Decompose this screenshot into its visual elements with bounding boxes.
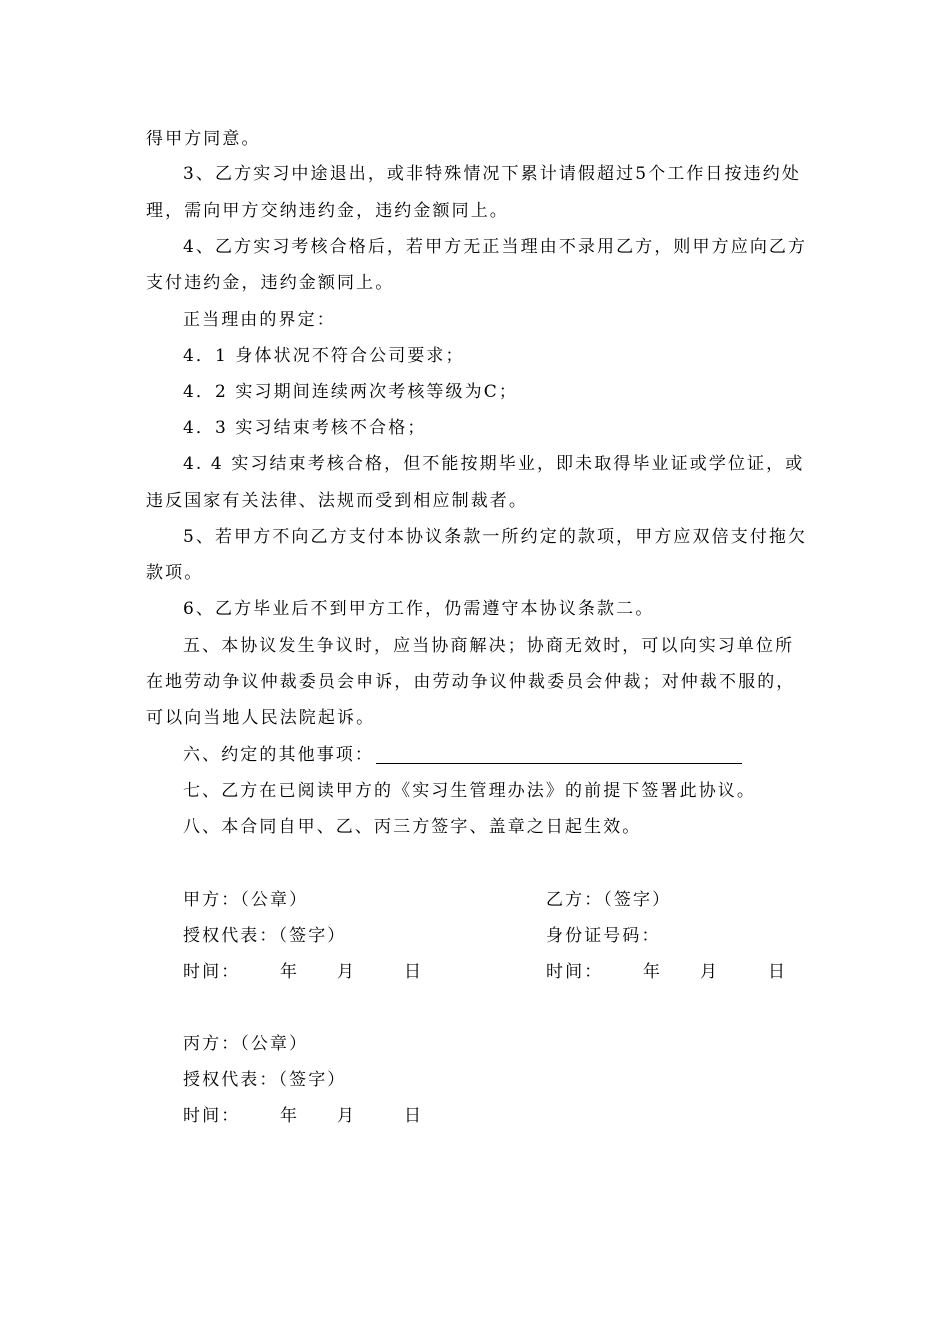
party-b-year: 年 bbox=[643, 962, 660, 982]
party-a-time: 时间： bbox=[183, 962, 241, 982]
party-a-year: 年 bbox=[280, 962, 297, 982]
party-c-label: 丙方：（公章） bbox=[183, 1034, 309, 1054]
party-b-time: 时间： bbox=[546, 962, 604, 982]
party-c-year: 年 bbox=[280, 1106, 297, 1126]
party-a-day: 日 bbox=[404, 962, 421, 982]
clause-3-line-2: 理，需向甲方交纳违约金，违约金额同上。 bbox=[146, 201, 509, 221]
party-c-month: 月 bbox=[337, 1106, 354, 1126]
reason-4-4-line-1: 4. 4 实习结束考核合格，但不能按期毕业，即未取得毕业证或学位证，或 bbox=[183, 454, 805, 474]
party-a-label: 甲方：（公章） bbox=[183, 890, 309, 910]
party-b-month: 月 bbox=[700, 962, 717, 982]
clause-4-line-1: 4、乙方实习考核合格后，若甲方无正当理由不录用乙方，则甲方应向乙方 bbox=[183, 237, 808, 257]
reason-4-1: 4．1 身体状况不符合公司要求； bbox=[183, 346, 465, 366]
clause-6: 6、乙方毕业后不到甲方工作，仍需遵守本协议条款二。 bbox=[183, 599, 655, 619]
section-8: 八、本合同自甲、乙、丙三方签字、盖章之日起生效。 bbox=[183, 817, 642, 837]
clause-5-line-2: 款项。 bbox=[146, 563, 204, 583]
reason-4-4-line-2: 违反国家有关法律、法规而受到相应制裁者。 bbox=[146, 491, 528, 511]
party-a-rep: 授权代表：（签字） bbox=[183, 926, 347, 946]
section-5-line-3: 可以向当地人民法院起诉。 bbox=[146, 708, 376, 728]
fill-in-blank-line bbox=[376, 745, 742, 764]
reason-4-3: 4．3 实习结束考核不合格； bbox=[183, 418, 427, 438]
party-c-time: 时间： bbox=[183, 1106, 241, 1126]
reason-4-2: 4．2 实习期间连续两次考核等级为C； bbox=[183, 382, 518, 402]
party-a-month: 月 bbox=[337, 962, 354, 982]
section-5-line-1: 五、本协议发生争议时，应当协商解决；协商无效时，可以向实习单位所 bbox=[183, 636, 795, 656]
party-b-label: 乙方：（签字） bbox=[546, 890, 672, 910]
justified-reasons-heading: 正当理由的界定： bbox=[183, 310, 336, 330]
party-c-rep: 授权代表：（签字） bbox=[183, 1070, 347, 1090]
section-6 bbox=[183, 743, 742, 767]
clause-3-line-1: 3、乙方实习中途退出，或非特殊情况下累计请假超过5个工作日按违约处 bbox=[183, 164, 801, 184]
clause-4-line-2: 支付违约金，违约金额同上。 bbox=[146, 273, 395, 293]
clause-5-line-1: 5、若甲方不向乙方支付本协议条款一所约定的款项，甲方应双倍支付拖欠 bbox=[183, 527, 808, 547]
party-c-day: 日 bbox=[404, 1106, 421, 1126]
section-6-label: 六、约定的其他事项： bbox=[183, 745, 374, 765]
party-b-id-number: 身份证号码： bbox=[546, 926, 661, 946]
section-5-line-2: 在地劳动争议仲裁委员会申诉，由劳动争议仲裁委员会仲裁；对仲裁不服的， bbox=[146, 672, 796, 692]
text-line: 得甲方同意。 bbox=[146, 129, 261, 149]
party-b-day: 日 bbox=[768, 962, 785, 982]
section-7: 七、乙方在已阅读甲方的《实习生管理办法》的前提下签署此协议。 bbox=[183, 781, 756, 801]
